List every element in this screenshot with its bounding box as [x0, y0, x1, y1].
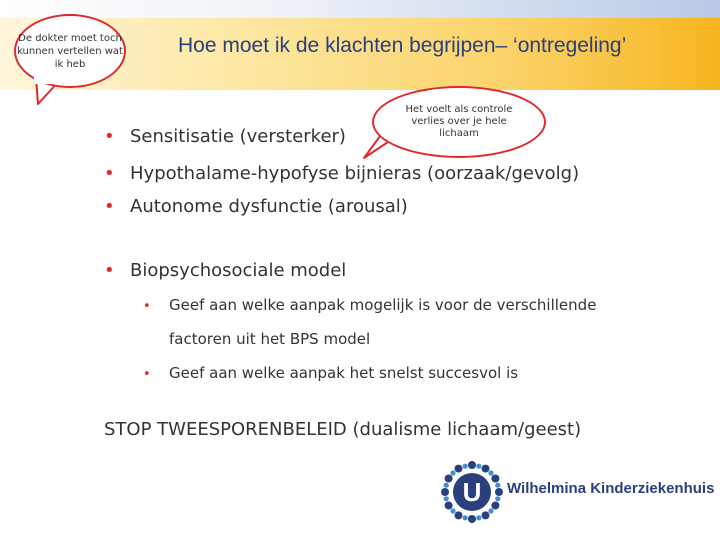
bullet-text: Geef aan welke aanpak het snelst succesvol is [169, 364, 519, 382]
bullet-dot: • [143, 367, 151, 382]
bullet-item [104, 260, 346, 281]
bullet-text: Autonome dysfunctie (arousal) [130, 196, 408, 217]
slide-title: Hoe moet ik de klachten begrijpen– ‘ontregeling’ [178, 34, 627, 57]
logo-wordmark: Wilhelmina Kinderziekenhuis [507, 480, 715, 497]
bullet-dot: • [104, 260, 115, 281]
bullet-text: Hypothalame-hypofyse bijnieras (oorzaak/gevolg) [130, 163, 580, 184]
bullet-text: Sensitisatie (versterker) [130, 126, 346, 147]
wilhelmina-logo-icon [440, 460, 504, 524]
bullet-dot: • [104, 163, 115, 184]
bullet-item [104, 126, 346, 147]
bullet-item [104, 196, 408, 217]
header-stripe [0, 0, 720, 18]
bullet-dot: • [143, 299, 151, 314]
callout-control-loss [372, 86, 546, 158]
logo-letter: U [462, 477, 482, 507]
sub-bullet-item [143, 296, 596, 314]
callout-text: Het voelt als controle verlies over je hele lichaam [405, 104, 513, 139]
bullet-text: Biopsychosociale model [130, 260, 347, 281]
sub-bullet-continuation [169, 330, 370, 348]
conclusion-text: STOP TWEESPORENBELEID (dualisme lichaam/geest) [104, 419, 582, 440]
bullet-item [104, 163, 579, 184]
sub-bullet-item [143, 364, 518, 382]
bullet-text: Geef aan welke aanpak mogelijk is voor de verschillende [169, 296, 597, 314]
bullet-text: factoren uit het BPS model [169, 330, 371, 348]
bullet-dot: • [104, 196, 115, 217]
callout-text: De dokter moet toch kunnen vertellen wat ik heb [17, 32, 123, 70]
callout-patient-question [14, 14, 126, 88]
bullet-dot: • [104, 126, 115, 147]
